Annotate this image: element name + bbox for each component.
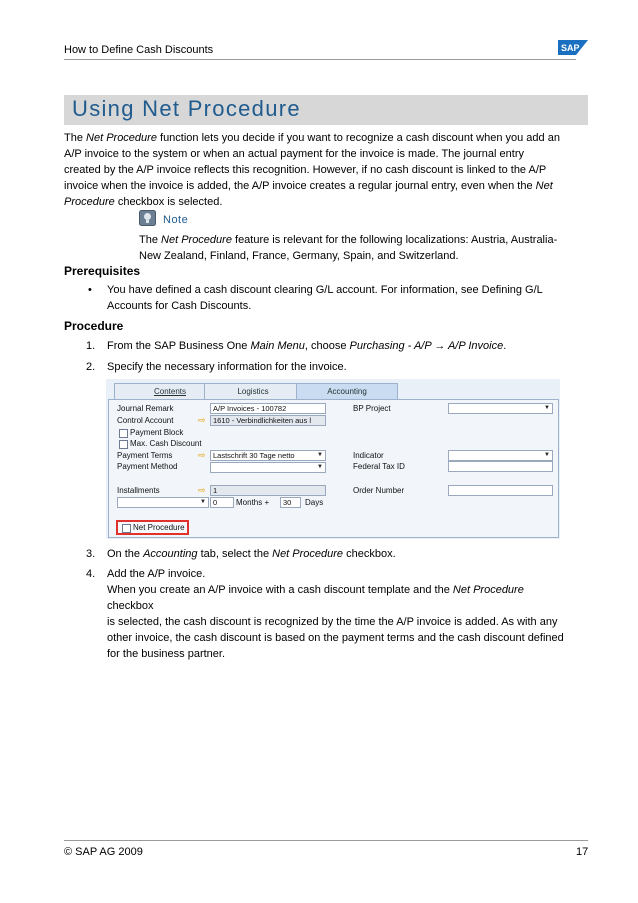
max-cash-discount-label: Max. Cash Discount [130, 439, 202, 448]
page-number: 17 [576, 846, 589, 858]
document-header-title: How to Define Cash Discounts [64, 44, 214, 56]
header-rule [64, 59, 576, 60]
svg-text:SAP: SAP [561, 43, 580, 53]
intro-line-5: Procedure checkbox is selected. [64, 196, 223, 208]
footer-rule [64, 840, 588, 841]
chevron-down-icon: ▼ [544, 405, 550, 411]
tab-logistics[interactable]: Logistics [204, 383, 302, 400]
net-procedure-label: Net Procedure [133, 523, 185, 532]
intro-line-4: invoice when the invoice is added, the A/P invoice creates a regular journal entry, even when the Net [64, 180, 553, 192]
step-4-detail [107, 582, 569, 662]
indicator-label: Indicator [353, 451, 384, 460]
control-account-field[interactable]: 1610 - Verbindlichkeiten aus l [210, 415, 326, 426]
procedure-heading: Procedure [64, 319, 124, 333]
step-4-detail-line-3: other invoice, the cash discount is based on the payment terms and the cash discount defined [107, 632, 564, 644]
intro-line-1: The Net Procedure function lets you decide if you want to recognize a cash discount when you add an [64, 132, 560, 144]
note-line-2: New Zealand, Finland, France, Germany, Spain, and Switzerland. [139, 250, 459, 262]
net-procedure-checkbox[interactable] [122, 524, 131, 533]
payment-method-label: Payment Method [117, 462, 178, 471]
bullet-icon: • [88, 284, 92, 296]
tab-accounting[interactable]: Accounting [296, 383, 398, 400]
section-title: Using Net Procedure [72, 96, 301, 121]
payment-terms-dropdown[interactable] [210, 450, 326, 461]
step-4-detail-line-4: for the business partner. [107, 648, 226, 660]
prerequisite-line-1: You have defined a cash discount clearing G/L account. For information, see Defining G/L [107, 284, 543, 296]
step-4-detail-line-1: When you create an A/P invoice with a cash discount template and the Net Procedure checkbox [107, 584, 524, 612]
prerequisite-item [107, 282, 567, 314]
installments-field[interactable]: 1 [210, 485, 326, 496]
payment-block-checkbox[interactable] [119, 429, 128, 438]
step-3-number: 3. [86, 548, 96, 560]
intro-line-2: A/P invoice to the system or when an actual payment for the invoice is made. The journal entry [64, 148, 525, 160]
step-4-text: Add the A/P invoice. [107, 568, 206, 580]
accounting-panel [108, 399, 559, 538]
federal-tax-id-field[interactable] [448, 461, 553, 472]
intro-paragraph [64, 130, 584, 210]
step-1-number: 1. [86, 340, 96, 352]
bp-project-label: BP Project [353, 404, 391, 413]
installments-type-dropdown[interactable] [117, 497, 209, 508]
chevron-down-icon: ▼ [200, 499, 206, 505]
bp-project-dropdown[interactable] [448, 403, 553, 414]
prerequisites-heading: Prerequisites [64, 264, 141, 278]
months-field[interactable]: 0 [210, 497, 234, 508]
footer-copyright: © SAP AG 2009 [64, 846, 143, 858]
chevron-down-icon: ▼ [544, 452, 550, 458]
payment-method-dropdown[interactable] [210, 462, 326, 473]
federal-tax-id-label: Federal Tax ID [353, 462, 405, 471]
note-body [139, 232, 584, 264]
chevron-down-icon: ▼ [317, 464, 323, 470]
step-4-number: 4. [86, 568, 96, 580]
link-arrow-icon[interactable]: ⇨ [198, 415, 206, 425]
note-icon [139, 210, 156, 226]
prerequisite-line-2: Accounts for Cash Discounts. [107, 300, 252, 312]
step-1-text: From the SAP Business One Main Menu, choose Purchasing - A/P → A/P Invoice. [107, 340, 507, 352]
chevron-down-icon: ▼ [317, 452, 323, 458]
days-field[interactable]: 30 [280, 497, 301, 508]
link-arrow-icon[interactable]: ⇨ [198, 485, 206, 495]
days-label: Days [305, 498, 324, 507]
indicator-dropdown[interactable] [448, 450, 553, 461]
intro-line-3: created by the A/P invoice reflects this recognition. However, if no cash discount is linked to the A/P [64, 164, 547, 176]
step-4-detail-line-2: is selected, the cash discount is recognized by the time the A/P invoice is added. As with any [107, 616, 558, 628]
journal-remark-label: Journal Remark [117, 404, 174, 413]
step-2-number: 2. [86, 361, 96, 373]
payment-block-label: Payment Block [130, 428, 184, 437]
payment-terms-label: Payment Terms [117, 451, 173, 460]
step-2-text: Specify the necessary information for the invoice. [107, 361, 347, 373]
max-cash-discount-checkbox[interactable] [119, 440, 128, 449]
control-account-label: Control Account [117, 416, 174, 425]
sap-logo-icon [558, 40, 588, 55]
accounting-tab-screenshot [106, 379, 560, 539]
payment-terms-value: Lastschrift 30 Tage netto [213, 451, 295, 460]
order-number-field[interactable] [448, 485, 553, 496]
order-number-label: Order Number [353, 486, 405, 495]
journal-remark-field[interactable]: A/P Invoices - 100782 [210, 403, 326, 414]
tab-contents[interactable]: Contents [114, 383, 226, 400]
note-label: Note [163, 214, 189, 226]
installments-label: Installments [117, 486, 160, 495]
note-line-1: The Net Procedure feature is relevant for the following localizations: Austria, Australia- [139, 234, 558, 246]
months-label: Months + [236, 498, 270, 507]
step-3-text: On the Accounting tab, select the Net Procedure checkbox. [107, 548, 396, 560]
link-arrow-icon[interactable]: ⇨ [198, 450, 206, 460]
